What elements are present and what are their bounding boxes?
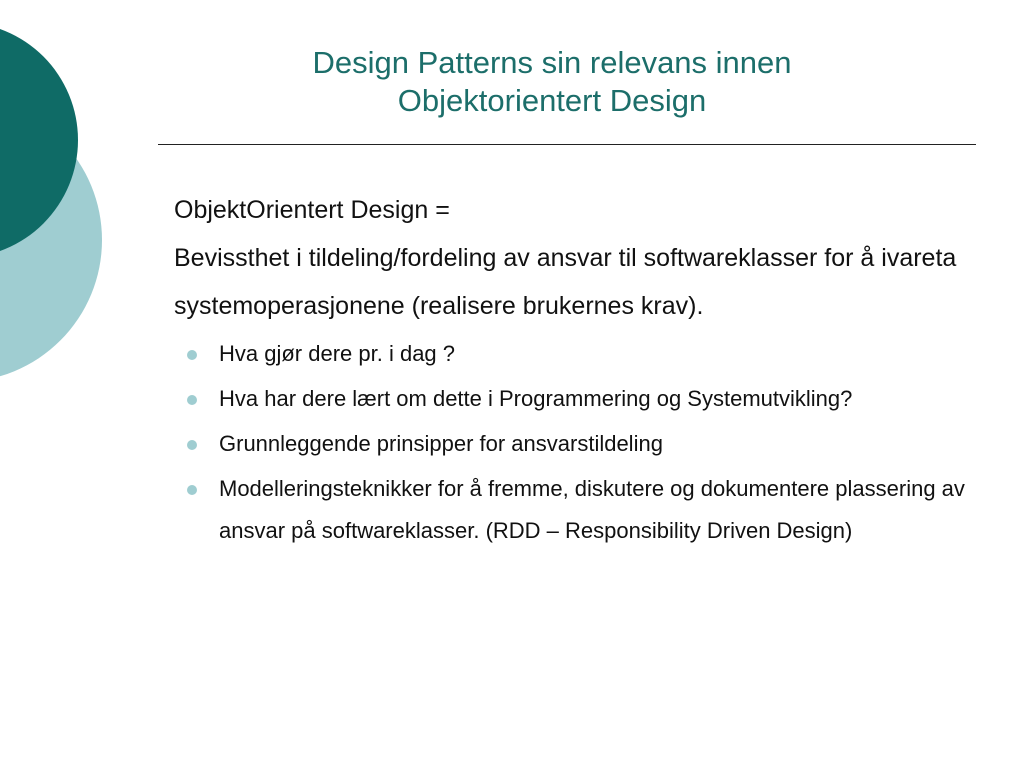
bullet-text: Hva har dere lært om dette i Programmering og Systemutvikling? bbox=[219, 386, 853, 411]
bullet-icon bbox=[187, 350, 197, 360]
list-item bbox=[174, 378, 974, 420]
bullet-text: Modelleringsteknikker for å fremme, diskutere og dokumentere plassering av ansvar på softwareklasser. (RDD – Responsibility Driven Design) bbox=[219, 476, 965, 543]
bullet-icon bbox=[187, 485, 197, 495]
definition-heading: ObjektOrientert Design = bbox=[174, 196, 450, 224]
slide-title bbox=[160, 44, 944, 120]
bullet-list bbox=[174, 333, 974, 552]
slide-title-line-2: Objektorientert Design bbox=[397, 83, 707, 118]
bullet-icon bbox=[187, 395, 197, 405]
bullet-icon bbox=[187, 440, 197, 450]
list-item bbox=[174, 468, 974, 552]
slide-title-line-1: Design Patterns sin relevans innen bbox=[312, 45, 792, 80]
slide-body bbox=[174, 186, 974, 552]
bullet-text: Grunnleggende prinsipper for ansvarstildeling bbox=[219, 431, 663, 456]
list-item bbox=[174, 423, 974, 465]
definition-text: Bevissthet i tildeling/fordeling av ansvar til softwareklasser for å ivareta systemoperasjonene (realisere brukernes krav). bbox=[174, 244, 957, 320]
title-divider bbox=[158, 144, 976, 145]
bullet-text: Hva gjør dere pr. i dag ? bbox=[219, 341, 456, 366]
list-item bbox=[174, 333, 974, 375]
decorative-circles bbox=[0, 0, 110, 380]
